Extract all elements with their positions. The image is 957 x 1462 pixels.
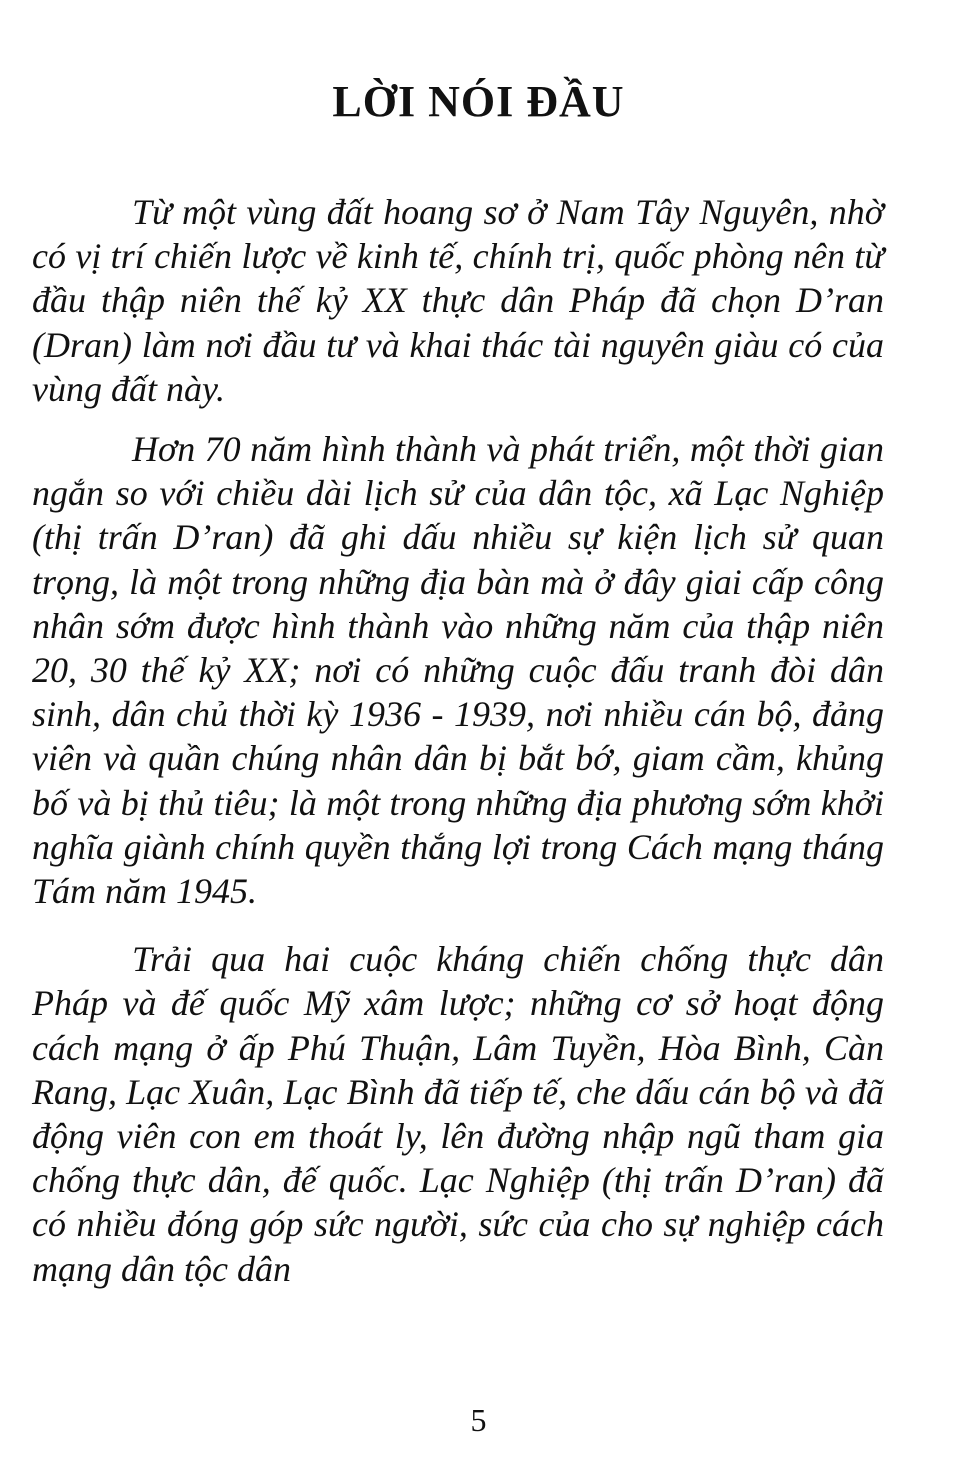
page-title: LỜI NÓI ĐẦU — [332, 77, 625, 126]
paragraph-1: Từ một vùng đất hoang sơ ở Nam Tây Nguyên, nhờ có vị trí chiến lược về kinh tế, chính trị, quốc phòng nên từ đầu thập niên thế kỷ XX thực dân Pháp đã chọn D’ran (Dran) làm nơi đầu tư và khai thác tài nguyên giàu có của vùng đất này. — [32, 192, 884, 409]
paragraph-2: Hơn 70 năm hình thành và phát triển, một thời gian ngắn so với chiều dài lịch sử của dân tộc, xã Lạc Nghiệp (thị trấn D’ran) đã ghi dấu nhiều sự kiện lịch sử quan trọng, là một trong những địa bàn mà ở đây giai cấp công nhân sớm được hình thành vào những năm của thập niên 20, 30 thế kỷ XX; nơi có những cuộc đấu tranh đòi dân sinh, dân chủ thời kỳ 1936 - 1939, nơi nhiều cán bộ, đảng viên và quần chúng nhân dân bị bắt bớ, giam cầm, khủng bố và bị thủ tiêu; là một trong những địa phương sớm khởi nghĩa giành chính quyền thắng lợi trong Cách mạng tháng Tám năm 1945. — [32, 429, 884, 912]
body-text — [32, 190, 884, 1291]
paragraph-3: Trải qua hai cuộc kháng chiến chống thực dân Pháp và đế quốc Mỹ xâm lược; những cơ sở hoạt động cách mạng ở ấp Phú Thuận, Lâm Tuyền, Hòa Bình, Càn Rang, Lạc Xuân, Lạc Bình đã tiếp tế, che dấu cán bộ và đã động viên con em thoát ly, lên đường nhập ngũ tham gia chống thực dân, đế quốc. Lạc Nghiệp (thị trấn D’ran) đã có nhiều đóng góp sức người, sức của cho sự nghiệp cách mạng dân tộc dân — [32, 939, 884, 1289]
page-number: 5 — [470, 1402, 487, 1438]
